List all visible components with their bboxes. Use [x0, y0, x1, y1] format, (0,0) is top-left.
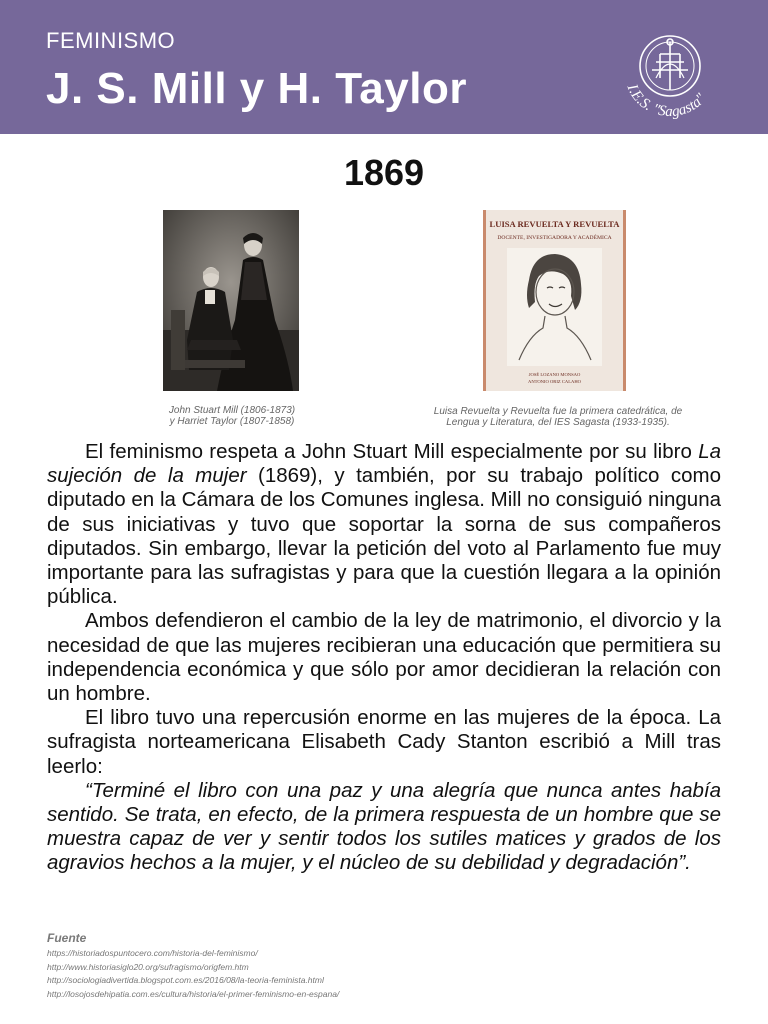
source-link[interactable]: https://historiadospuntocero.com/historia-del-feminismo/	[47, 948, 258, 958]
source-link[interactable]: http://sociologiadivertida.blogspot.com.es/2016/08/la-teoria-feminista.html	[47, 975, 324, 985]
school-seal-icon	[612, 20, 728, 120]
cover-caption-line-1: Luisa Revuelta y Revuelta fue la primera catedrática, de	[433, 406, 683, 417]
cover-caption-line-2: Lengua y Literatura, del IES Sagasta (1933-1935).	[446, 417, 670, 428]
source-link[interactable]: http://www.historiasiglo20.org/sufragismo/origfem.htm	[47, 961, 249, 972]
cover-subtitle: DOCENTE, INVESTIGADORA Y ACADÉMICA	[497, 235, 612, 241]
source-link[interactable]: http://losojosdehipatia.com.es/cultura/historia/el-primer-feminismo-en-espana/	[47, 988, 340, 999]
article-body	[47, 440, 721, 876]
photo-caption-line-1: John Stuart Mill (1806-1873)	[168, 405, 296, 416]
seal-text: I.E.S. "Sagasta"	[623, 82, 710, 120]
page-title: J. S. Mill y H. Taylor	[46, 64, 467, 113]
stanton-quote: “Terminé el libro con una paz y una alegría que nunca antes había sentido. Se trata, en efecto, de la primera respuesta de un hombre que se muestra capaz de ver y sentir todos los sutiles matices y grados de los agravios hechos a la mujer, y el núcleo de su debilidad y degradación”.	[47, 778, 721, 875]
source-title: Fuente	[47, 931, 87, 945]
paragraph-3: El libro tuvo una repercusión enorme en las mujeres de la época. La sufragista norteamericana Elisabeth Cady Stanton escribió a Mill tras leerlo:	[47, 706, 721, 778]
book-cover-image	[483, 210, 626, 391]
photo-caption	[140, 405, 324, 427]
mill-taylor-photo	[163, 210, 299, 391]
cover-author-1: JOSÉ LOZANO MONSAO	[528, 372, 581, 377]
cover-author-2: ANTONIO ORIZ CALAHO	[528, 379, 581, 384]
section-kicker: FEMINISMO	[46, 28, 176, 53]
source-section	[47, 931, 727, 1001]
paragraph-1-start: El feminismo respeta a John Stuart Mill especialmente por su libro	[85, 440, 699, 463]
photo-caption-line-2: y Harriet Taylor (1807-1858)	[169, 416, 295, 427]
cover-caption	[424, 406, 692, 428]
paragraph-2: Ambos defendieron el cambio de la ley de matrimonio, el divorcio y la necesidad de que las mujeres recibieran una educación que permitiera su independencia económica y que sólo por amor decidieran la relación con un hombre.	[47, 609, 721, 706]
paragraph-1	[47, 440, 721, 609]
header-banner	[0, 0, 768, 134]
year-heading: 1869	[343, 152, 425, 193]
svg-text:I.E.S. "Sagasta"	[623, 81, 709, 120]
cover-title: LUISA REVUELTA Y REVUELTA	[489, 219, 620, 229]
book-title: La sujeción de la mujer	[47, 440, 721, 488]
paragraph-1-end: (1869), y también, por su trabajo político como diputado en la Cámara de los Comunes inglesa. Mill no consiguió ninguna de sus iniciativas y tuvo que soportar la sorna de sus compañeros diputados. Sin embargo, llevar la petición del voto al Parlamento fue muy importante para las sufragistas y para que la cuestión llegara a la opinión pública.	[47, 464, 721, 609]
